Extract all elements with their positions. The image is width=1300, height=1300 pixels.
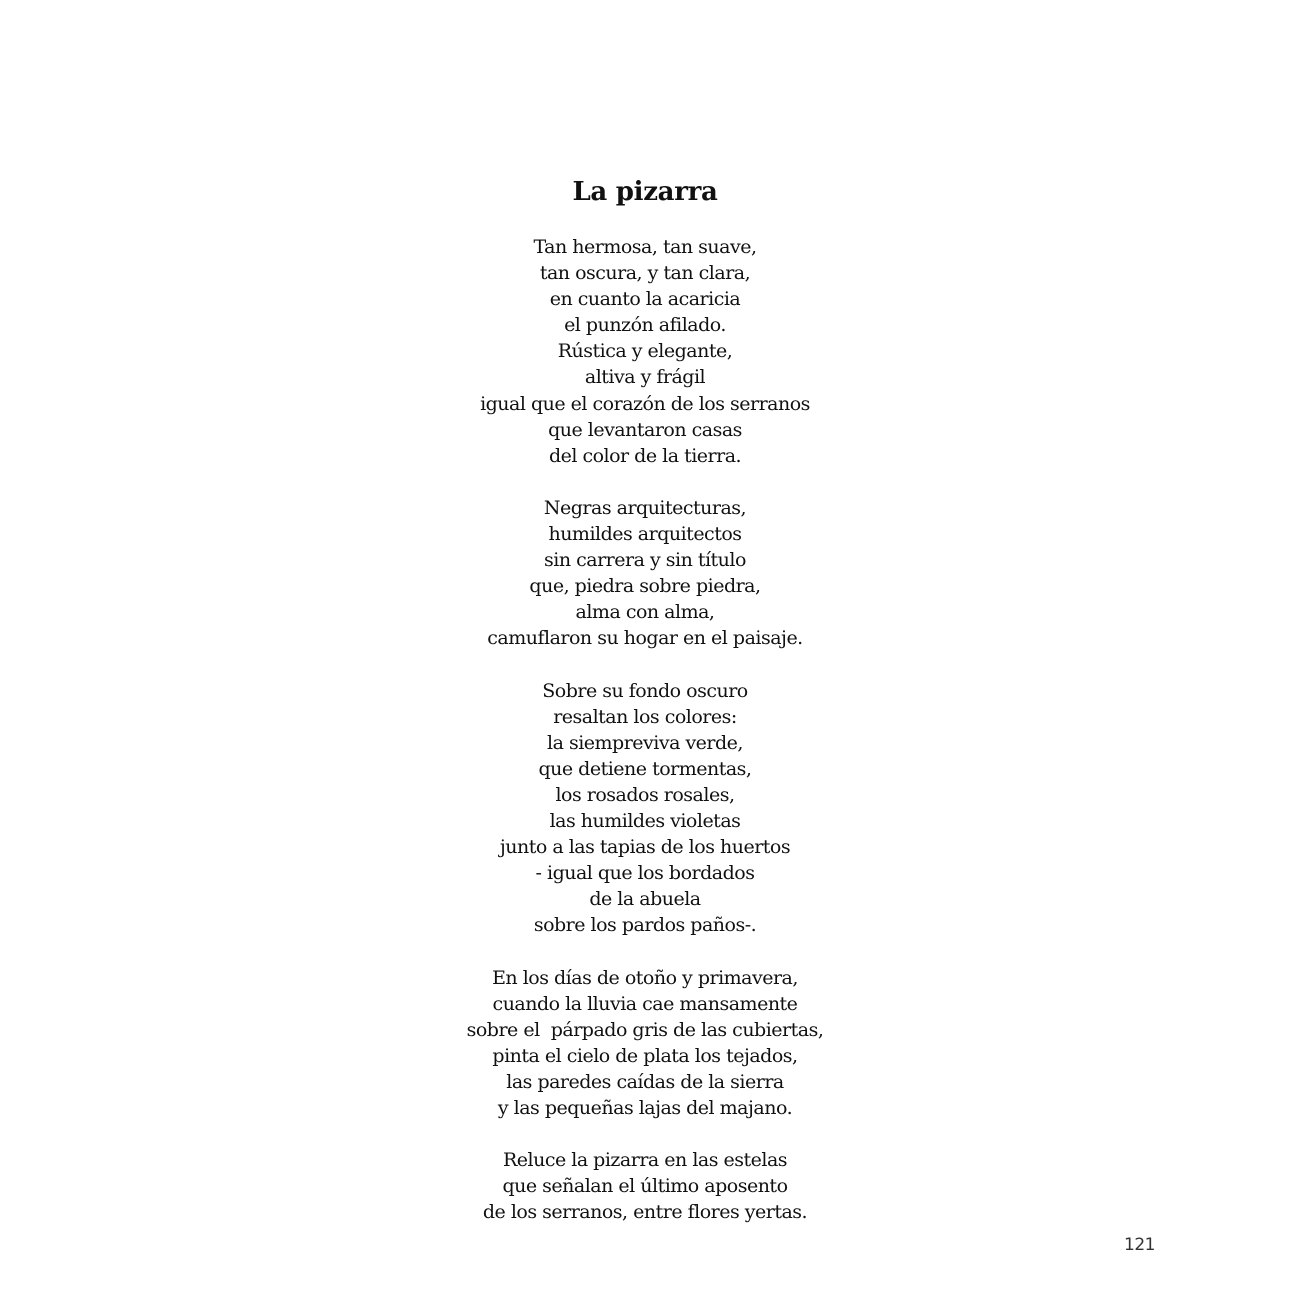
poem-line: las paredes caídas de la sierra xyxy=(506,1071,784,1093)
poem-line: que detiene tormentas, xyxy=(538,757,752,780)
poem-line: - igual que los bordados xyxy=(535,862,755,885)
poem-line: que, piedra sobre piedra, xyxy=(529,575,761,598)
poem-line: que levantaron casas xyxy=(548,418,742,441)
poem-line: y las pequeñas lajas del majano. xyxy=(497,1097,793,1120)
poem-line: altiva y frágil xyxy=(584,366,706,389)
poem-line: pinta el cielo de plata los tejados, xyxy=(492,1044,798,1067)
poem-line: sobre el párpado gris de las cubiertas, xyxy=(466,1018,824,1041)
poem-line: Tan hermosa, tan suave, xyxy=(533,236,757,258)
poem-line: el punzón afilado. xyxy=(564,314,726,337)
poem-line: Negras arquitecturas, xyxy=(543,496,747,519)
poem-line: cuando la lluvia cae mansamente xyxy=(492,992,798,1015)
poem-line: la siempreviva verde, xyxy=(547,731,743,754)
stanza-3 xyxy=(0,678,1290,939)
poem-title: La pizarra xyxy=(572,177,718,207)
poem-line: igual que el corazón de los serranos xyxy=(480,392,810,415)
poem-line: del color de la tierra. xyxy=(548,444,742,467)
poem-body xyxy=(0,234,1290,1252)
poem-line: sin carrera y sin título xyxy=(544,549,746,572)
poem-line: Rústica y elegante, xyxy=(557,340,733,363)
poem-line: sobre los pardos paños-. xyxy=(533,914,757,937)
poem-line: los rosados rosales, xyxy=(555,783,735,806)
poem-line: Reluce la pizarra en las estelas xyxy=(502,1149,788,1172)
poem-line: en cuanto la acaricia xyxy=(549,288,741,311)
poem-line: resaltan los colores: xyxy=(553,705,737,728)
poem-line: de la abuela xyxy=(589,888,701,911)
poem-line: En los días de otoño y primavera, xyxy=(492,966,798,989)
poem-line: humildes arquitectos xyxy=(548,523,742,546)
poem-line: alma con alma, xyxy=(575,601,715,624)
stanza-5 xyxy=(0,1147,1290,1225)
stanza-4 xyxy=(0,965,1290,1122)
poem-line: que señalan el último aposento xyxy=(502,1175,788,1198)
poem-line: junto a las tapias de los huertos xyxy=(499,836,791,859)
stanza-1 xyxy=(0,234,1290,469)
stanza-2 xyxy=(0,495,1290,652)
poem-line: las humildes violetas xyxy=(549,810,741,833)
page-number: 121 xyxy=(1124,1235,1155,1255)
poem-line: camuflaron su hogar en el paisaje. xyxy=(487,627,803,650)
poem-line: Sobre su fondo oscuro xyxy=(542,679,748,702)
poem-line: de los serranos, entre flores yertas. xyxy=(482,1201,808,1224)
poem-line: tan oscura, y tan clara, xyxy=(539,262,751,285)
